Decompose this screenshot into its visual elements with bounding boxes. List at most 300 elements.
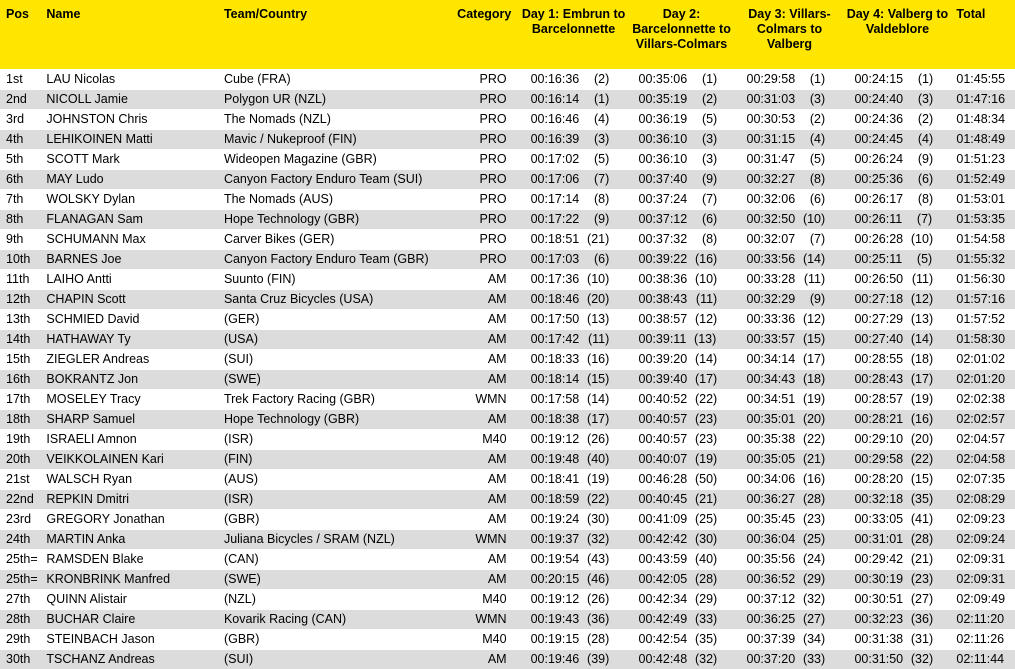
cell-name: BARNES Joe [44, 249, 222, 269]
day4-time: 00:32:23 [854, 611, 904, 626]
cell-total: 01:58:30 [952, 329, 1015, 349]
cell-name: ZIEGLER Andreas [44, 349, 222, 369]
table-row [0, 389, 1015, 409]
cell-team: (SUI) [222, 349, 446, 369]
cell-day2 [629, 109, 737, 129]
day1-time: 00:19:15 [530, 631, 580, 646]
day2-rank: (12) [694, 311, 718, 326]
day1-time: 00:17:22 [530, 211, 580, 226]
cell-category: AM [446, 449, 521, 469]
cell-total: 01:48:34 [952, 109, 1015, 129]
day3-time: 00:34:06 [746, 471, 796, 486]
day4-rank: (36) [910, 611, 934, 626]
day1-rank: (7) [593, 171, 610, 186]
cell-total: 02:11:20 [952, 609, 1015, 629]
day3-rank: (1) [809, 71, 826, 86]
cell-category: M40 [446, 629, 521, 649]
cell-day1 [521, 489, 629, 509]
day3-rank: (19) [802, 391, 826, 406]
day3-time: 00:37:12 [746, 591, 796, 606]
cell-name: HATHAWAY Ty [44, 329, 222, 349]
day4-time: 00:29:10 [854, 431, 904, 446]
cell-day1 [521, 289, 629, 309]
day2-time: 00:40:52 [638, 391, 688, 406]
cell-day3 [737, 249, 845, 269]
day2-time: 00:38:43 [638, 291, 688, 306]
day4-time: 00:28:43 [854, 371, 904, 386]
cell-team: Suunto (FIN) [222, 269, 446, 289]
day3-time: 00:32:06 [746, 191, 796, 206]
cell-name: NICOLL Jamie [44, 89, 222, 109]
cell-pos: 16th [0, 369, 44, 389]
cell-category: PRO [446, 89, 521, 109]
table-row [0, 549, 1015, 569]
cell-day3 [737, 509, 845, 529]
cell-day2 [629, 489, 737, 509]
cell-team: (AUS) [222, 469, 446, 489]
day3-rank: (27) [802, 611, 826, 626]
cell-day4 [844, 309, 952, 329]
header-category: Category [446, 0, 521, 69]
day2-time: 00:42:54 [638, 631, 688, 646]
cell-day1 [521, 429, 629, 449]
day1-time: 00:18:51 [530, 231, 580, 246]
day4-time: 00:27:29 [854, 311, 904, 326]
cell-pos: 25th= [0, 549, 44, 569]
day2-rank: (11) [695, 291, 718, 306]
cell-pos: 4th [0, 129, 44, 149]
cell-pos: 7th [0, 189, 44, 209]
day1-rank: (4) [593, 111, 610, 126]
cell-name: RAMSDEN Blake [44, 549, 222, 569]
day2-time: 00:40:57 [638, 411, 688, 426]
cell-day3 [737, 389, 845, 409]
cell-total: 01:54:58 [952, 229, 1015, 249]
header-day1: Day 1: Embrun to Barcelonnette [521, 0, 629, 69]
cell-total: 01:52:49 [952, 169, 1015, 189]
cell-team: The Nomads (NZL) [222, 109, 446, 129]
day1-time: 00:17:02 [530, 151, 580, 166]
cell-pos: 8th [0, 209, 44, 229]
cell-day3 [737, 129, 845, 149]
cell-day3 [737, 329, 845, 349]
cell-day1 [521, 189, 629, 209]
table-row [0, 449, 1015, 469]
cell-name: LEHIKOINEN Matti [44, 129, 222, 149]
cell-name: ISRAELI Amnon [44, 429, 222, 449]
cell-day4 [844, 349, 952, 369]
day1-rank: (43) [587, 551, 610, 566]
table-row [0, 469, 1015, 489]
day2-rank: (9) [701, 171, 718, 186]
cell-total: 02:09:24 [952, 529, 1015, 549]
day1-rank: (11) [587, 331, 610, 346]
day3-rank: (32) [802, 591, 826, 606]
day1-time: 00:19:54 [530, 551, 580, 566]
day4-rank: (11) [911, 271, 934, 286]
day4-rank: (9) [917, 151, 934, 166]
day3-time: 00:32:07 [746, 231, 796, 246]
cell-day2 [629, 509, 737, 529]
day4-rank: (2) [917, 111, 934, 126]
day4-time: 00:26:17 [854, 191, 904, 206]
cell-day2 [629, 589, 737, 609]
cell-pos: 15th [0, 349, 44, 369]
cell-day4 [844, 489, 952, 509]
header-name: Name [44, 0, 222, 69]
table-row [0, 349, 1015, 369]
day2-rank: (7) [701, 191, 718, 206]
day4-rank: (16) [910, 411, 934, 426]
cell-day2 [629, 89, 737, 109]
day3-rank: (17) [802, 351, 826, 366]
day2-rank: (35) [694, 631, 718, 646]
cell-name: BOKRANTZ Jon [44, 369, 222, 389]
day3-time: 00:33:28 [746, 271, 796, 286]
table-row [0, 229, 1015, 249]
cell-day3 [737, 449, 845, 469]
day1-rank: (36) [587, 611, 610, 626]
cell-day4 [844, 69, 952, 89]
cell-category: PRO [446, 249, 521, 269]
day3-rank: (8) [809, 171, 826, 186]
day3-rank: (5) [809, 151, 826, 166]
cell-name: SCHUMANN Max [44, 229, 222, 249]
cell-team: (SWE) [222, 569, 446, 589]
day2-rank: (6) [701, 211, 718, 226]
day2-rank: (16) [694, 251, 718, 266]
cell-pos: 1st [0, 69, 44, 89]
day1-time: 00:16:39 [530, 131, 580, 146]
cell-day2 [629, 249, 737, 269]
cell-total: 02:07:35 [952, 469, 1015, 489]
table-row [0, 189, 1015, 209]
cell-day4 [844, 209, 952, 229]
day2-rank: (2) [701, 91, 718, 106]
cell-team: Canyon Factory Enduro Team (GBR) [222, 249, 446, 269]
cell-day4 [844, 89, 952, 109]
table-row [0, 129, 1015, 149]
cell-day3 [737, 549, 845, 569]
cell-day1 [521, 329, 629, 349]
day4-time: 00:25:36 [854, 171, 904, 186]
cell-day1 [521, 649, 629, 669]
cell-total: 02:01:20 [952, 369, 1015, 389]
day2-rank: (13) [694, 331, 717, 346]
day4-time: 00:30:19 [854, 571, 904, 586]
day4-rank: (21) [910, 551, 934, 566]
day1-time: 00:18:41 [530, 471, 580, 486]
day2-rank: (21) [694, 491, 718, 506]
day3-rank: (20) [802, 411, 826, 426]
cell-name: SCOTT Mark [44, 149, 222, 169]
cell-day4 [844, 569, 952, 589]
cell-category: PRO [446, 189, 521, 209]
header-day4: Day 4: Valberg to Valdeblore [844, 0, 952, 69]
cell-total: 01:53:01 [952, 189, 1015, 209]
day4-time: 00:28:20 [854, 471, 904, 486]
cell-category: AM [446, 289, 521, 309]
header-total: Total [952, 0, 1015, 69]
cell-total: 02:09:31 [952, 549, 1015, 569]
day4-time: 00:33:05 [854, 511, 904, 526]
cell-pos: 9th [0, 229, 44, 249]
day4-rank: (15) [910, 471, 934, 486]
day4-rank: (12) [910, 291, 934, 306]
day2-time: 00:39:20 [638, 351, 688, 366]
cell-total: 02:09:31 [952, 569, 1015, 589]
cell-team: (ISR) [222, 489, 446, 509]
day1-time: 00:18:33 [530, 351, 580, 366]
day2-rank: (23) [694, 411, 718, 426]
cell-category: PRO [446, 169, 521, 189]
cell-total: 02:04:58 [952, 449, 1015, 469]
day2-rank: (30) [694, 531, 718, 546]
cell-day2 [629, 469, 737, 489]
day3-rank: (15) [802, 331, 826, 346]
day4-rank: (6) [917, 171, 934, 186]
day1-time: 00:20:15 [530, 571, 580, 586]
cell-day1 [521, 349, 629, 369]
cell-day4 [844, 269, 952, 289]
day4-rank: (22) [910, 451, 934, 466]
cell-day1 [521, 389, 629, 409]
cell-day4 [844, 149, 952, 169]
day3-time: 00:34:51 [746, 391, 796, 406]
cell-team: (USA) [222, 329, 446, 349]
day1-rank: (22) [587, 491, 610, 506]
cell-total: 01:53:35 [952, 209, 1015, 229]
day4-time: 00:29:58 [854, 451, 904, 466]
day2-rank: (23) [694, 431, 718, 446]
day2-time: 00:43:59 [638, 551, 688, 566]
day3-time: 00:35:38 [746, 431, 796, 446]
cell-pos: 12th [0, 289, 44, 309]
cell-pos: 6th [0, 169, 44, 189]
cell-total: 02:02:38 [952, 389, 1015, 409]
results-body [0, 69, 1015, 669]
cell-day3 [737, 69, 845, 89]
day4-rank: (31) [910, 631, 934, 646]
day1-time: 00:16:36 [530, 71, 580, 86]
cell-name: SCHMIED David [44, 309, 222, 329]
day2-rank: (14) [694, 351, 718, 366]
cell-category: PRO [446, 209, 521, 229]
cell-category: M40 [446, 589, 521, 609]
cell-name: LAU Nicolas [44, 69, 222, 89]
day4-rank: (10) [910, 231, 934, 246]
day1-rank: (5) [593, 151, 610, 166]
day2-time: 00:46:28 [638, 471, 688, 486]
day4-rank: (7) [916, 211, 933, 226]
cell-team: Juliana Bicycles / SRAM (NZL) [222, 529, 446, 549]
cell-pos: 29th [0, 629, 44, 649]
cell-team: (ISR) [222, 429, 446, 449]
cell-name: MAY Ludo [44, 169, 222, 189]
cell-name: MARTIN Anka [44, 529, 222, 549]
cell-day2 [629, 149, 737, 169]
table-row [0, 209, 1015, 229]
cell-day4 [844, 549, 952, 569]
day3-rank: (14) [802, 251, 826, 266]
cell-day3 [737, 489, 845, 509]
day3-time: 00:33:36 [746, 311, 796, 326]
cell-total: 01:57:16 [952, 289, 1015, 309]
day3-time: 00:37:20 [746, 651, 796, 666]
cell-day4 [844, 229, 952, 249]
cell-category: AM [446, 569, 521, 589]
day1-time: 00:19:43 [530, 611, 580, 626]
cell-name: WALSCH Ryan [44, 469, 222, 489]
cell-day4 [844, 509, 952, 529]
cell-day3 [737, 349, 845, 369]
day3-rank: (29) [802, 571, 826, 586]
cell-team: (SWE) [222, 369, 446, 389]
cell-day3 [737, 309, 845, 329]
cell-category: AM [446, 649, 521, 669]
cell-category: AM [446, 269, 521, 289]
table-row [0, 289, 1015, 309]
cell-day3 [737, 469, 845, 489]
day1-time: 00:19:37 [530, 531, 580, 546]
cell-pos: 21st [0, 469, 44, 489]
day1-rank: (21) [587, 231, 610, 246]
day4-rank: (32) [910, 651, 934, 666]
cell-day1 [521, 609, 629, 629]
day2-time: 00:35:19 [638, 91, 688, 106]
cell-category: AM [446, 549, 521, 569]
day4-time: 00:26:11 [854, 211, 903, 226]
day1-time: 00:17:06 [530, 171, 580, 186]
cell-team: Carver Bikes (GER) [222, 229, 446, 249]
day1-rank: (3) [593, 131, 610, 146]
day1-time: 00:18:38 [530, 411, 580, 426]
day4-rank: (35) [910, 491, 934, 506]
cell-day2 [629, 449, 737, 469]
day1-rank: (1) [593, 91, 610, 106]
cell-day4 [844, 289, 952, 309]
cell-category: AM [446, 329, 521, 349]
cell-day1 [521, 589, 629, 609]
day4-rank: (13) [910, 311, 934, 326]
day4-time: 00:31:50 [854, 651, 904, 666]
day1-time: 00:18:46 [530, 291, 580, 306]
table-row [0, 529, 1015, 549]
cell-pos: 14th [0, 329, 44, 349]
cell-day2 [629, 329, 737, 349]
day2-time: 00:41:09 [638, 511, 688, 526]
cell-name: QUINN Alistair [44, 589, 222, 609]
day1-rank: (9) [593, 211, 610, 226]
cell-day1 [521, 549, 629, 569]
cell-day1 [521, 409, 629, 429]
cell-name: SHARP Samuel [44, 409, 222, 429]
day2-time: 00:37:24 [638, 191, 688, 206]
cell-category: PRO [446, 109, 521, 129]
cell-team: Cube (FRA) [222, 69, 446, 89]
cell-day1 [521, 149, 629, 169]
cell-day2 [629, 549, 737, 569]
cell-day2 [629, 169, 737, 189]
day4-time: 00:24:40 [854, 91, 904, 106]
day2-time: 00:40:45 [638, 491, 688, 506]
table-row [0, 429, 1015, 449]
cell-day4 [844, 409, 952, 429]
day2-time: 00:37:12 [638, 211, 688, 226]
day3-time: 00:33:57 [746, 331, 796, 346]
day3-rank: (10) [802, 211, 826, 226]
day4-rank: (19) [910, 391, 934, 406]
cell-day1 [521, 469, 629, 489]
day1-rank: (26) [587, 591, 610, 606]
cell-day1 [521, 509, 629, 529]
day3-time: 00:35:01 [746, 411, 796, 426]
day3-time: 00:33:56 [746, 251, 796, 266]
cell-day1 [521, 209, 629, 229]
cell-day3 [737, 109, 845, 129]
cell-team: (GBR) [222, 629, 446, 649]
day1-time: 00:18:59 [530, 491, 580, 506]
cell-day1 [521, 369, 629, 389]
cell-name: STEINBACH Jason [44, 629, 222, 649]
cell-day1 [521, 229, 629, 249]
day3-time: 00:35:56 [746, 551, 796, 566]
cell-category: PRO [446, 149, 521, 169]
cell-total: 01:51:23 [952, 149, 1015, 169]
day2-time: 00:42:49 [638, 611, 688, 626]
header-day3: Day 3: Villars-Colmars to Valberg [737, 0, 845, 69]
cell-category: AM [446, 469, 521, 489]
day3-time: 00:35:05 [746, 451, 796, 466]
cell-day3 [737, 89, 845, 109]
table-row [0, 489, 1015, 509]
day4-time: 00:27:40 [854, 331, 904, 346]
day2-time: 00:42:48 [638, 651, 688, 666]
cell-day4 [844, 469, 952, 489]
day2-rank: (25) [694, 511, 718, 526]
cell-day4 [844, 369, 952, 389]
day2-rank: (40) [694, 551, 718, 566]
cell-team: Hope Technology (GBR) [222, 209, 446, 229]
cell-day2 [629, 649, 737, 669]
day2-rank: (50) [694, 471, 718, 486]
cell-day3 [737, 269, 845, 289]
day4-rank: (28) [910, 531, 934, 546]
table-row [0, 309, 1015, 329]
day3-time: 00:34:14 [746, 351, 796, 366]
day2-time: 00:36:10 [638, 131, 688, 146]
day3-rank: (3) [809, 91, 826, 106]
cell-total: 02:08:29 [952, 489, 1015, 509]
cell-day3 [737, 649, 845, 669]
day3-rank: (24) [802, 551, 826, 566]
table-row [0, 649, 1015, 669]
cell-pos: 25th= [0, 569, 44, 589]
day3-rank: (34) [802, 631, 826, 646]
cell-day2 [629, 229, 737, 249]
cell-pos: 23rd [0, 509, 44, 529]
cell-day1 [521, 69, 629, 89]
day4-rank: (23) [910, 571, 934, 586]
cell-total: 02:11:26 [952, 629, 1015, 649]
cell-name: JOHNSTON Chris [44, 109, 222, 129]
cell-team: Hope Technology (GBR) [222, 409, 446, 429]
day3-rank: (33) [802, 651, 826, 666]
cell-day1 [521, 169, 629, 189]
day3-time: 00:31:15 [746, 131, 796, 146]
cell-category: AM [446, 489, 521, 509]
day4-rank: (41) [910, 511, 934, 526]
